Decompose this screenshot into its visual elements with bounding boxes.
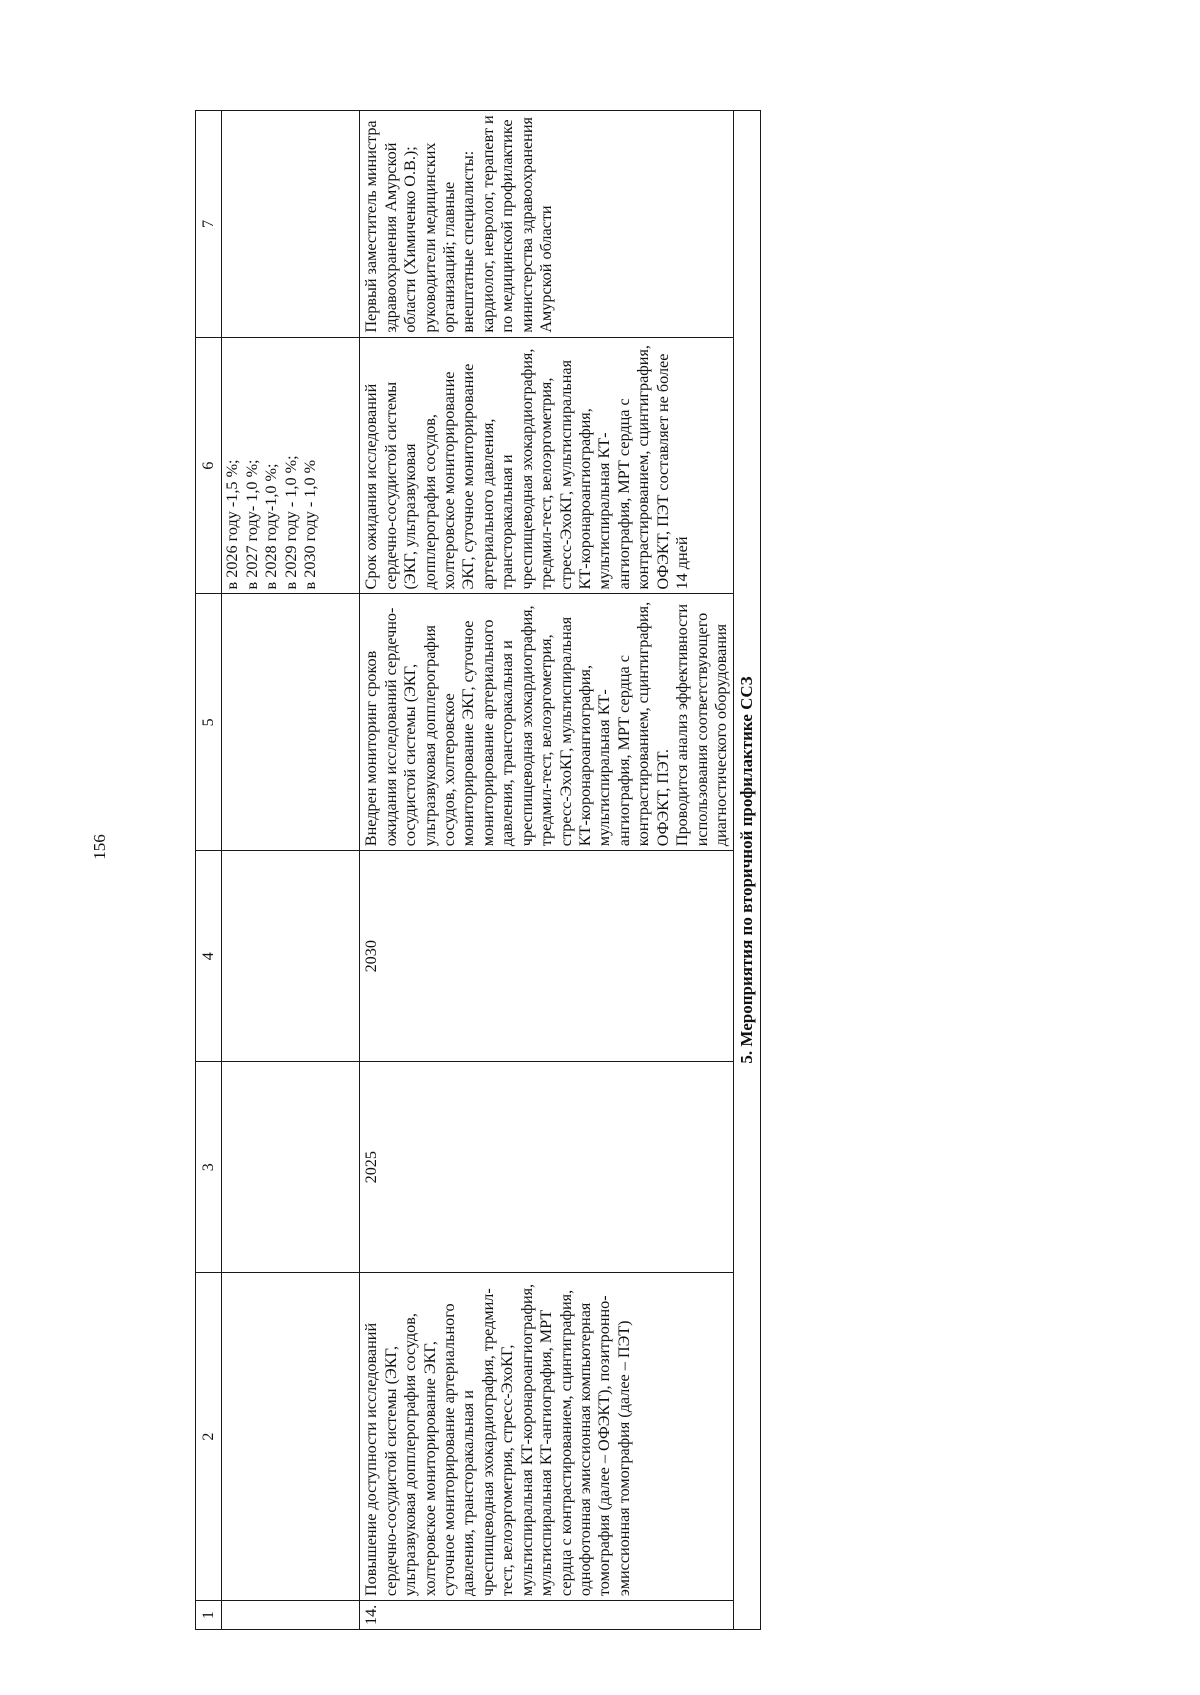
section-row <box>733 111 760 1630</box>
header-cell: 6 <box>196 337 222 594</box>
header-cell: 2 <box>196 1273 222 1601</box>
end-year-cell: 2030 <box>360 851 733 1062</box>
header-cell: 5 <box>196 594 222 851</box>
rotated-table-container <box>195 110 1005 1630</box>
row-number: 14. <box>360 1601 733 1630</box>
start-year-cell: 2025 <box>360 1062 733 1273</box>
result-cell: Внедрен мониторинг сроков ожидания исследований сердечно-сосудистой системы (ЭКГ, ультразвуковая допплерография сосудов, холтеровское мониторирование ЭКГ, суточное мониторирование артериального давления, трансторакальная и чреспищеводная эхокардиография, тредмил-тест, велоэргометрия, стресс-ЭхоКГ, мультиспиральная КТ-коронароангиография, мультиспиральная КТ-ангиография, МРТ сердца с контрастированием, сцинтиграфия, ОФЭКТ, ПЭТ. Проводится анализ эффективности использования соответствующего диагностического оборудования <box>360 594 733 851</box>
table-row <box>360 111 733 1630</box>
continuation-row <box>222 111 360 1630</box>
indicator-values-cell: в 2026 году -1,5 %; в 2027 году- 1,0 %; в 2028 году-1,0 %; в 2029 году - 1,0 %; в 2030 году - 1,0 % <box>222 337 360 594</box>
indicator-cell: Срок ожидания исследований сердечно-сосудистой системы (ЭКГ, ультразвуковая допплерография сосудов, холтеровское мониторирование ЭКГ, суточное мониторирование артериального давления, трансторакальная и чреспищеводная эхокардиография, тредмил-тест, велоэргометрия, стресс-ЭхоКГ, мультиспиральная КТ-коронароангиография, мультиспиральная КТ-ангиография, МРТ сердца с контрастированием, сцинтиграфия, ОФЭКТ, ПЭТ составляет не более 14 дней <box>360 337 733 594</box>
header-cell: 1 <box>196 1601 222 1630</box>
page-number: 156 <box>90 834 109 860</box>
measure-cell: Повышение доступности исследований сердечно-сосудистой системы (ЭКГ, ультразвуковая допплерография сосудов, холтеровское мониторирование ЭКГ, суточное мониторирование артериального давления, трансторакальная и чреспищеводная эхокардиография, тредмил-тест, велоэргометрия, стресс-ЭхоКГ, мультиспиральная КТ-коронароангиография, мультиспиральная КТ-ангиография, МРТ сердца с контрастированием, сцинтиграфия, однофотонная эмиссионная компьютерная томография (далее – ОФЭКТ), позитронно-эмиссионная томография (далее – ПЭТ) <box>360 1273 733 1601</box>
header-cell: 7 <box>196 111 222 338</box>
section-title: 5. Мероприятия по вторичной профилактике ССЗ <box>733 111 760 1630</box>
header-row <box>196 111 222 1630</box>
measures-table <box>195 110 761 1630</box>
header-cell: 4 <box>196 851 222 1062</box>
responsible-cell: Первый заместитель министра здравоохранения Амурской области (Химиченко О.В.); руководители медицинских организаций; главные внештатные специалисты: кардиолог, невролог, терапевт и по медицинской профилактике министерства здравоохранения Амурской области <box>360 111 733 338</box>
header-cell: 3 <box>196 1062 222 1273</box>
